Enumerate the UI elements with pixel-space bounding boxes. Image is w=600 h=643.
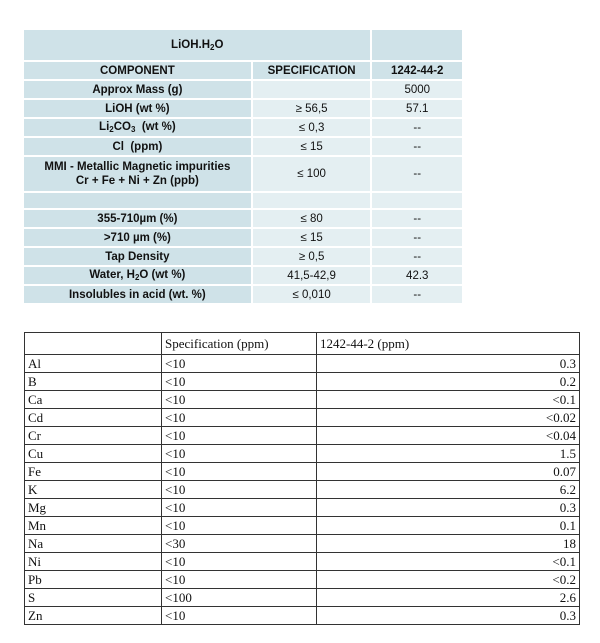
impurity-table — [24, 332, 580, 625]
header-row — [24, 62, 462, 79]
spec-cell: ≥ 56,5 — [251, 100, 371, 117]
component-cell: MMI - Metallic Magnetic impurities Cr + Fe + Ni + Zn (ppb) — [24, 157, 251, 191]
table-row — [25, 355, 580, 373]
element-cell: Ca — [25, 391, 162, 409]
value-cell: -- — [370, 210, 462, 227]
spec-cell: <10 — [162, 553, 317, 571]
table-row — [25, 391, 580, 409]
table-row — [24, 157, 462, 191]
value-cell: 5000 — [370, 81, 462, 98]
table-row — [24, 138, 462, 155]
blank-cell — [24, 193, 251, 208]
value-cell: 42.3 — [370, 267, 462, 284]
element-cell: Zn — [25, 607, 162, 625]
impurity-rows — [25, 355, 580, 625]
table-row — [25, 571, 580, 589]
header-spec-ppm: Specification (ppm) — [162, 333, 317, 355]
spec-cell: <10 — [162, 445, 317, 463]
component-cell: Water, $H_2O$ (wt %) — [24, 267, 251, 284]
header-sample: 1242-44-2 — [370, 62, 462, 79]
value-cell: -- — [370, 229, 462, 246]
value-cell: 0.3 — [317, 355, 580, 373]
table-row — [25, 499, 580, 517]
header-specification: SPECIFICATION — [251, 62, 371, 79]
spec-cell: ≤ 80 — [251, 210, 371, 227]
component-cell: Approx Mass (g) — [24, 81, 251, 98]
blank-row — [24, 193, 462, 208]
value-cell: 18 — [317, 535, 580, 553]
spec-cell: <10 — [162, 409, 317, 427]
value-cell: 0.07 — [317, 463, 580, 481]
value-cell: 0.3 — [317, 499, 580, 517]
spec-cell: <10 — [162, 571, 317, 589]
table-row — [24, 267, 462, 284]
component-cell: >710 µm (%) — [24, 229, 251, 246]
element-cell: Fe — [25, 463, 162, 481]
value-cell: 6.2 — [317, 481, 580, 499]
value-cell: -- — [370, 138, 462, 155]
value-cell: 2.6 — [317, 589, 580, 607]
table-row — [25, 517, 580, 535]
component-cell: $Li_2CO_3$ (wt %) — [24, 119, 251, 136]
title-empty-cell — [370, 30, 462, 60]
spec-cell: <10 — [162, 607, 317, 625]
element-cell: Na — [25, 535, 162, 553]
value-cell: -- — [370, 157, 462, 191]
spec-cell: ≤ 100 — [251, 157, 371, 191]
value-cell: <0.04 — [317, 427, 580, 445]
impurity-header-row — [25, 333, 580, 355]
component-cell: Tap Density — [24, 248, 251, 265]
value-cell: <0.02 — [317, 409, 580, 427]
table-row — [24, 286, 462, 303]
spec-cell: <10 — [162, 427, 317, 445]
element-cell: Al — [25, 355, 162, 373]
component-cell: LiOH (wt %) — [24, 100, 251, 117]
table-row — [24, 229, 462, 246]
table-title-row — [24, 30, 462, 60]
value-cell: 1.5 — [317, 445, 580, 463]
value-cell: <0.2 — [317, 571, 580, 589]
table-row — [25, 607, 580, 625]
value-cell: <0.1 — [317, 553, 580, 571]
table-row — [24, 248, 462, 265]
header-component: COMPONENT — [24, 62, 251, 79]
component-cell: 355-710µm (%) — [24, 210, 251, 227]
element-cell: B — [25, 373, 162, 391]
table-row — [25, 409, 580, 427]
element-cell: Cu — [25, 445, 162, 463]
component-cell: Insolubles in acid (wt. %) — [24, 286, 251, 303]
component-cell: Cl (ppm) — [24, 138, 251, 155]
value-cell: 57.1 — [370, 100, 462, 117]
spec-cell — [251, 81, 371, 98]
spec-cell: <10 — [162, 481, 317, 499]
table-row — [25, 589, 580, 607]
table-row — [25, 481, 580, 499]
blank-cell — [251, 193, 371, 208]
spec-cell: <30 — [162, 535, 317, 553]
value-cell: 0.1 — [317, 517, 580, 535]
table-title: $LiOH.H_2O$ — [24, 30, 370, 60]
table-row — [25, 373, 580, 391]
value-cell: -- — [370, 286, 462, 303]
table-row — [25, 445, 580, 463]
element-cell: Cd — [25, 409, 162, 427]
element-cell: Ni — [25, 553, 162, 571]
spec-cell: <100 — [162, 589, 317, 607]
table-row — [25, 463, 580, 481]
table-row — [25, 427, 580, 445]
value-cell: <0.1 — [317, 391, 580, 409]
table-row — [24, 119, 462, 136]
element-cell: K — [25, 481, 162, 499]
table-row — [25, 535, 580, 553]
value-cell: 0.3 — [317, 607, 580, 625]
spec-cell: ≤ 15 — [251, 229, 371, 246]
specification-table — [24, 28, 462, 305]
spec-cell: 41,5-42,9 — [251, 267, 371, 284]
element-cell: Mg — [25, 499, 162, 517]
spec-cell: ≥ 0,5 — [251, 248, 371, 265]
spec-cell: <10 — [162, 517, 317, 535]
spec-cell: <10 — [162, 373, 317, 391]
element-cell: Pb — [25, 571, 162, 589]
spec-cell: <10 — [162, 463, 317, 481]
header-element — [25, 333, 162, 355]
spec-cell: ≤ 0,3 — [251, 119, 371, 136]
spec-cell: ≤ 15 — [251, 138, 371, 155]
spec-cell: <10 — [162, 355, 317, 373]
table-row — [24, 210, 462, 227]
spec-cell: ≤ 0,010 — [251, 286, 371, 303]
spec-cell: <10 — [162, 499, 317, 517]
element-cell: Cr — [25, 427, 162, 445]
spec-cell: <10 — [162, 391, 317, 409]
table-row — [25, 553, 580, 571]
value-cell: 0.2 — [317, 373, 580, 391]
element-cell: Mn — [25, 517, 162, 535]
blank-cell — [370, 193, 462, 208]
table-row — [24, 100, 462, 117]
table-row — [24, 81, 462, 98]
value-cell: -- — [370, 248, 462, 265]
element-cell: S — [25, 589, 162, 607]
header-sample-ppm: 1242-44-2 (ppm) — [317, 333, 580, 355]
value-cell: -- — [370, 119, 462, 136]
